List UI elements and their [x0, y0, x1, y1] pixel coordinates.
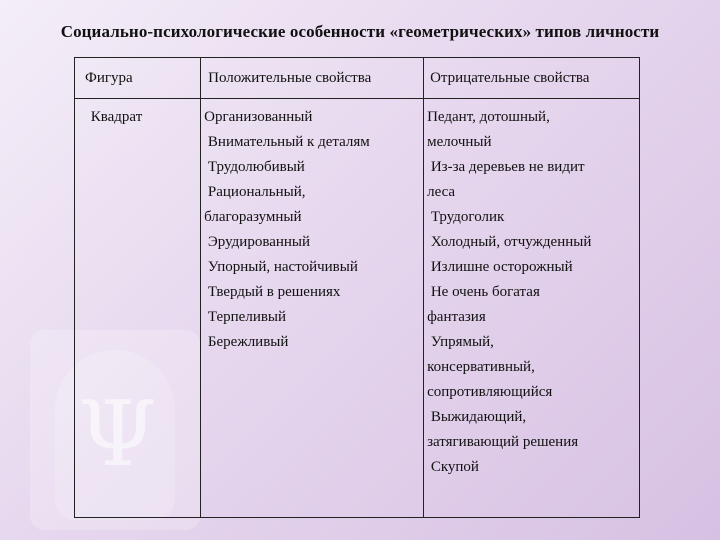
negative-line: леса	[427, 184, 456, 200]
negative-line: Упрямый,	[427, 334, 494, 350]
positive-line: Терпеливый	[204, 309, 287, 325]
negative-line: Не очень богатая	[427, 284, 540, 300]
negative-line: затягивающий решения	[427, 434, 579, 450]
page-title: Социально-психологические особенности «геометрических» типов личности	[60, 22, 660, 41]
negative-line: Излишне осторожный	[427, 259, 573, 275]
positive-line: Трудолюбивый	[204, 159, 305, 175]
cell-positive	[201, 99, 424, 518]
negative-line: Выжидающий,	[427, 409, 527, 425]
negative-line: мелочный	[427, 134, 492, 150]
positive-line: Рациональный,	[204, 184, 306, 200]
cell-negative	[424, 99, 640, 518]
positive-line: Внимательный к деталям	[204, 134, 370, 150]
psi-icon: Ψ	[78, 382, 157, 487]
table-header-row	[75, 58, 640, 99]
positive-line: благоразумный	[204, 209, 302, 225]
negative-line: консервативный,	[427, 359, 535, 375]
table-row	[75, 99, 640, 518]
personality-table	[74, 57, 640, 518]
cell-figure	[75, 99, 201, 518]
figure-name: Квадрат	[87, 109, 143, 125]
positive-line: Бережливый	[204, 334, 289, 350]
positive-line: Твердый в решениях	[204, 284, 341, 300]
positive-line: Эрудированный	[204, 234, 311, 250]
negative-line: сопротивляющийся	[427, 384, 553, 400]
negative-line: Холодный, отчужденный	[427, 234, 592, 250]
header-figure: Фигура	[75, 58, 201, 99]
negative-line: Из-за деревьев не видит	[427, 159, 585, 175]
positive-line: Организованный	[204, 109, 313, 125]
positive-line: Упорный, настойчивый	[204, 259, 358, 275]
negative-line: Скупой	[427, 459, 479, 475]
negative-line: фантазия	[427, 309, 486, 325]
negative-line: Трудоголик	[427, 209, 505, 225]
negative-line: Педант, дотошный,	[427, 109, 550, 125]
header-positive: Положительные свойства	[201, 58, 424, 99]
header-negative: Отрицательные свойства	[424, 58, 640, 99]
